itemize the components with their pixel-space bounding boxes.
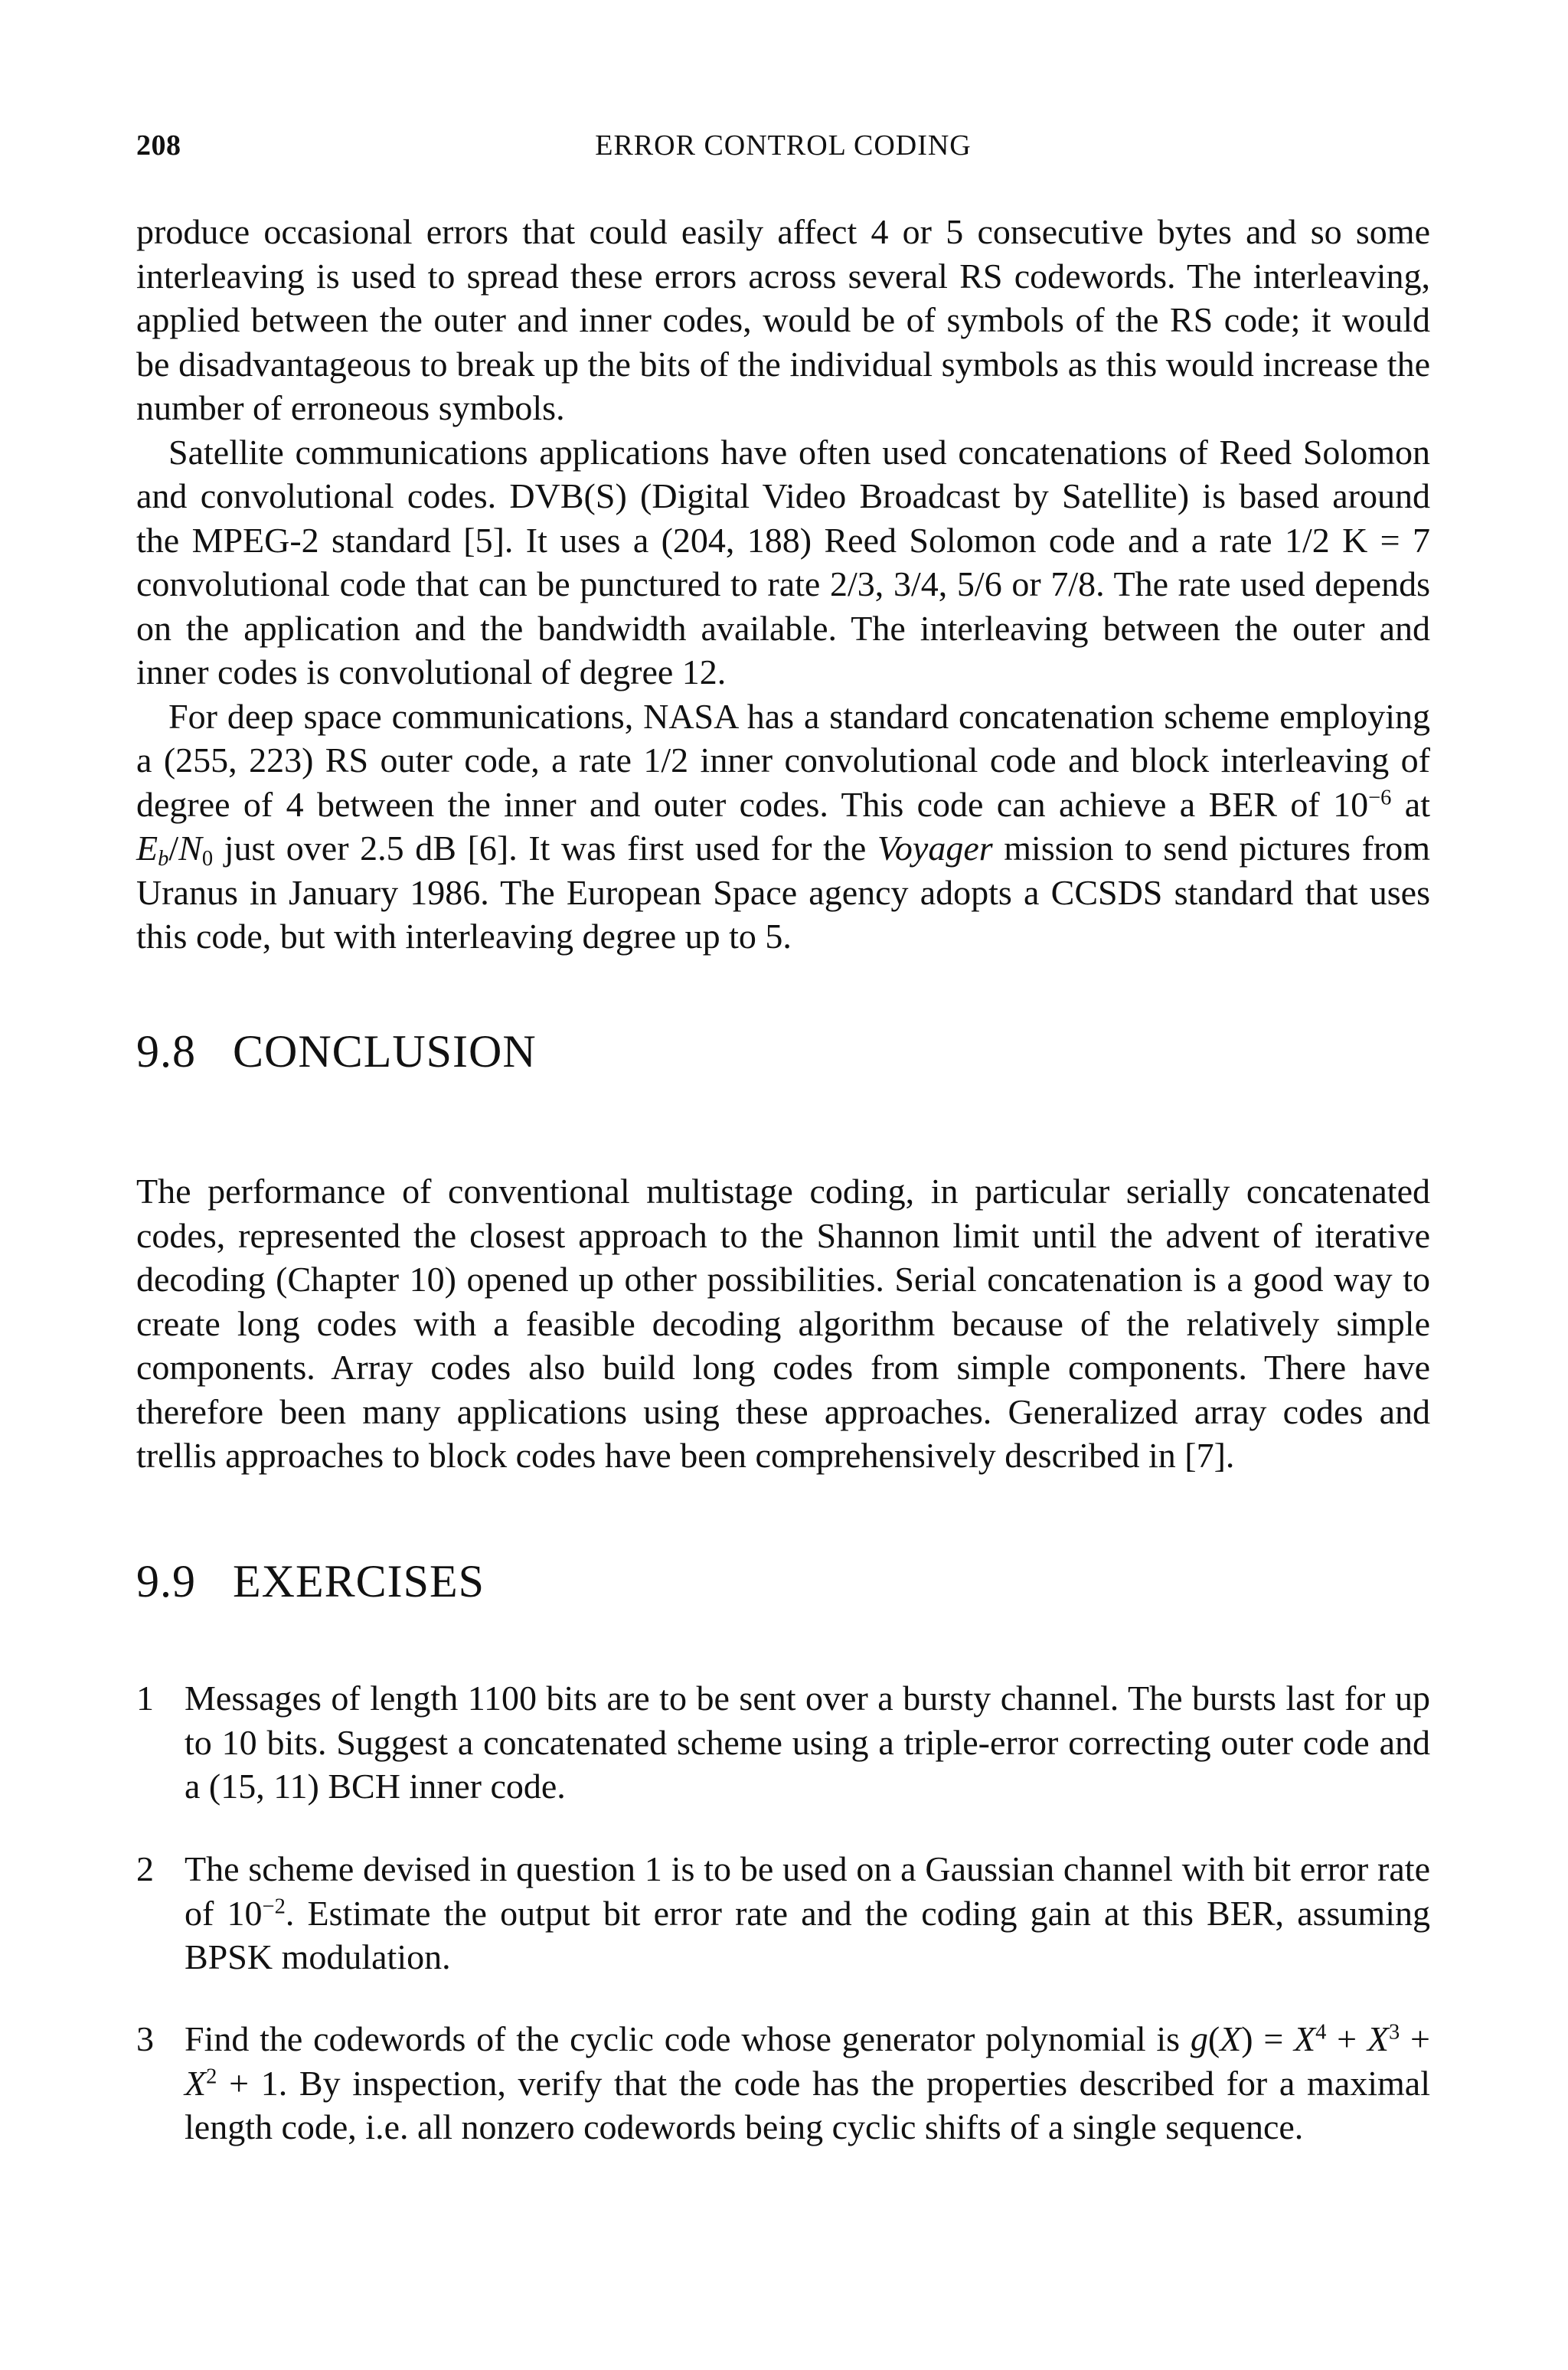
- exercise-3: [136, 2017, 1430, 2149]
- intro-text: [136, 210, 1430, 959]
- exercise-1: [136, 1676, 1430, 1809]
- section-title: CONCLUSION: [233, 1026, 537, 1077]
- paragraph-interleaving: produce occasional errors that could easily affect 4 or 5 consecutive bytes and so some interleaving is used to spread these errors across several RS codewords. The interleaving, applied between the outer and inner codes, would be of symbols of the RS code; it would be disadvantageous to break up the bits of the individual symbols as this would increase the number of erroneous symbols.: [136, 212, 1430, 427]
- paragraph-satellite: Satellite communications applications have often used concatenations of Reed Solomon and convolutional codes. DVB(S) (Digital Video Broadcast by Satellite) is based around the MPEG-2 standard [5]. It uses a (204, 188) Reed Solomon code and a rate 1/2 K = 7 convolutional code that can be punctured to rate 2/3, 3/4, 5/6 or 7/8. The rate used depends on the application and the bandwidth available. The interleaving between the outer and inner codes is convolutional of degree 12.: [136, 432, 1430, 691]
- exercise-number: 3: [136, 2019, 154, 2058]
- exercise-2: [136, 1847, 1430, 1979]
- exercise-text: Messages of length 1100 bits are to be sent over a bursty channel. The bursts last for up to 10 bits. Suggest a concatenated scheme using a triple-error correcting outer code and a (15, 11) BCH inner code.: [185, 1679, 1430, 1806]
- exercise-number: 2: [136, 1849, 154, 1888]
- running-title: ERROR CONTROL CODING: [595, 129, 972, 162]
- running-head: [136, 129, 1430, 172]
- section-heading-exercises: [136, 1554, 485, 1608]
- mission-name: Voyager: [877, 829, 993, 868]
- paragraph-conclusion: The performance of conventional multistage coding, in particular serially concatenated codes, represented the closest approach to the Shannon limit until the advent of iterative decoding (Chapter 10) opened up other possibilities. Serial concatenation is a good way to create long codes with a feasible decoding algorithm because of the relatively simple components. Array codes also build long codes from simple components. There have therefore been many applications using these approaches. Generalized array codes and trellis approaches to block codes have been comprehensively described in [7].: [136, 1172, 1430, 1475]
- section-number: 9.8: [136, 1026, 196, 1077]
- page-number: 208: [136, 129, 181, 162]
- section-heading-conclusion: [136, 1025, 537, 1078]
- section-title: EXERCISES: [233, 1556, 485, 1607]
- section-number: 9.9: [136, 1556, 196, 1607]
- conclusion-text: [136, 1169, 1430, 1478]
- paragraph-deep-space: For deep space communications, NASA has a standard concatenation scheme employing a (255, 223) RS outer code, a rate 1/2 inner convolutional code and block interleaving of degree of 4 between the inner and outer codes. This code can achieve a BER of $10^{-6}$ at $E_b/N_0$ just over 2.5 dB [6]. It was first used for the Voyager mission to send pictures from Uranus in January 1986. The European Space agency adopts a CCSDS standard that uses this code, but with interleaving degree up to 5.: [136, 696, 1431, 956]
- exercise-text: The scheme devised in question 1 is to be used on a Gaussian channel with bit error rate of $10^{-2}$. Estimate the output bit error rate and the coding gain at this BER, assuming BPSK modulation.: [185, 1849, 1430, 1976]
- exercise-text: Find the codewords of the cyclic code whose generator polynomial is $g(X) = X^4 + X^3 + X^2 + 1$. By inspection, verify that the code has the properties described for a maximal length code, i.e. all nonzero codewords being cyclic shifts of a single sequence.: [185, 2019, 1430, 2146]
- exercise-number: 1: [136, 1679, 154, 1718]
